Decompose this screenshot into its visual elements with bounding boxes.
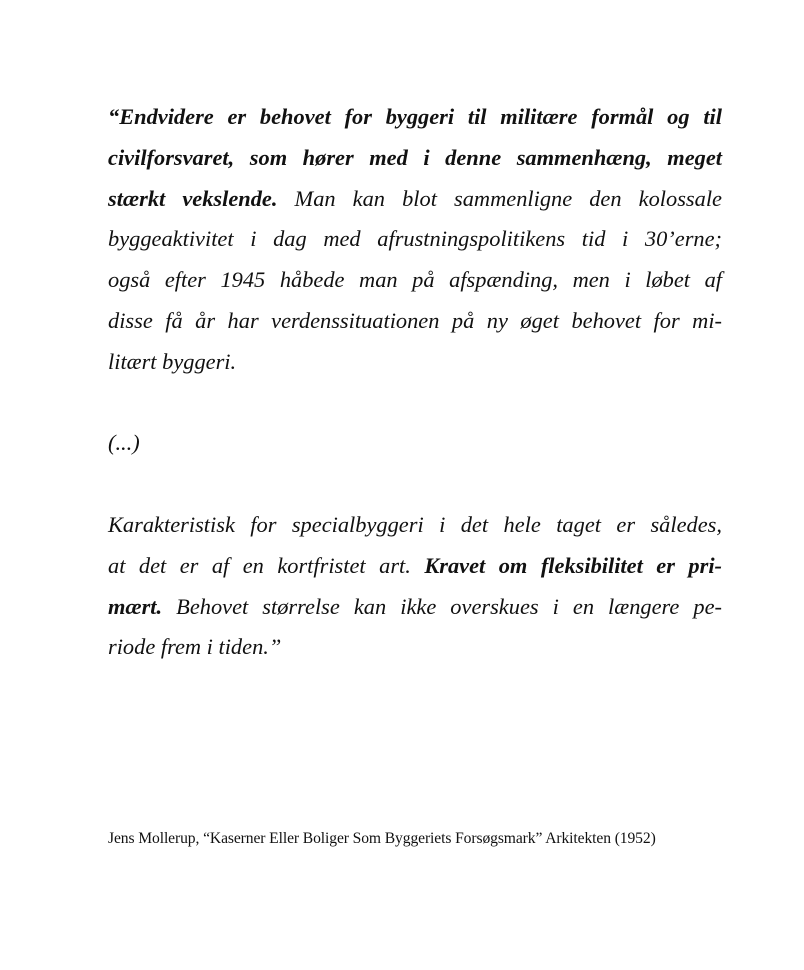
- quote-text: også efter 1945 håbede man på afspænding, men i løbet af: [108, 267, 722, 293]
- quote-line: [108, 587, 722, 628]
- quote-line: [108, 179, 722, 220]
- quote-block: [108, 97, 722, 668]
- quote-text: litært byggeri.: [108, 348, 237, 374]
- quote-ellipsis: [108, 423, 722, 464]
- quote-text: Man kan blot sammenligne den kolossale: [277, 185, 722, 211]
- quote-text: disse få år har verdenssituationen på ny øget behovet for mi-: [108, 307, 722, 333]
- quote-text: riode frem i tiden.”: [108, 634, 282, 660]
- quote-line: [108, 546, 722, 587]
- quote-line: [108, 505, 722, 546]
- quote-line: [108, 260, 722, 301]
- quote-line: [108, 219, 722, 260]
- quote-line: [108, 138, 722, 179]
- quote-text: Karakteristisk for specialbyggeri i det hele taget er således,: [108, 511, 722, 537]
- quote-line: [108, 342, 722, 383]
- quote-line: [108, 301, 722, 342]
- quote-text: byggeaktivitet i dag med afrustningspolitikens tid i 30’erne;: [108, 226, 722, 252]
- quote-paragraph-2: [108, 505, 722, 668]
- quote-text-bold: “Endvidere er behovet for byggeri til militære formål og til: [108, 104, 722, 129]
- quote-text-bold: civilforsvaret, som hører med i denne sammenhæng, meget: [108, 144, 722, 170]
- quote-line: [108, 97, 722, 138]
- quote-text-bold: Kravet om fleksibilitet er pri-: [424, 552, 722, 578]
- quote-text-bold: stærkt vekslende.: [108, 185, 278, 211]
- paragraph-gap: [108, 383, 722, 424]
- quote-text-bold: mært.: [108, 593, 163, 619]
- quote-line: [108, 627, 722, 668]
- ellipsis-text: (...): [108, 430, 140, 456]
- quote-text: Behovet størrelse kan ikke overskues i en længere pe-: [162, 593, 722, 619]
- paragraph-gap: [108, 464, 722, 505]
- source-citation: Jens Mollerup, “Kaserner Eller Boliger Som Byggeriets Forsøgsmark” Arkitekten (1952): [108, 830, 656, 847]
- quote-paragraph-1: [108, 97, 722, 383]
- quote-text: at det er af en kortfristet art.: [108, 552, 425, 578]
